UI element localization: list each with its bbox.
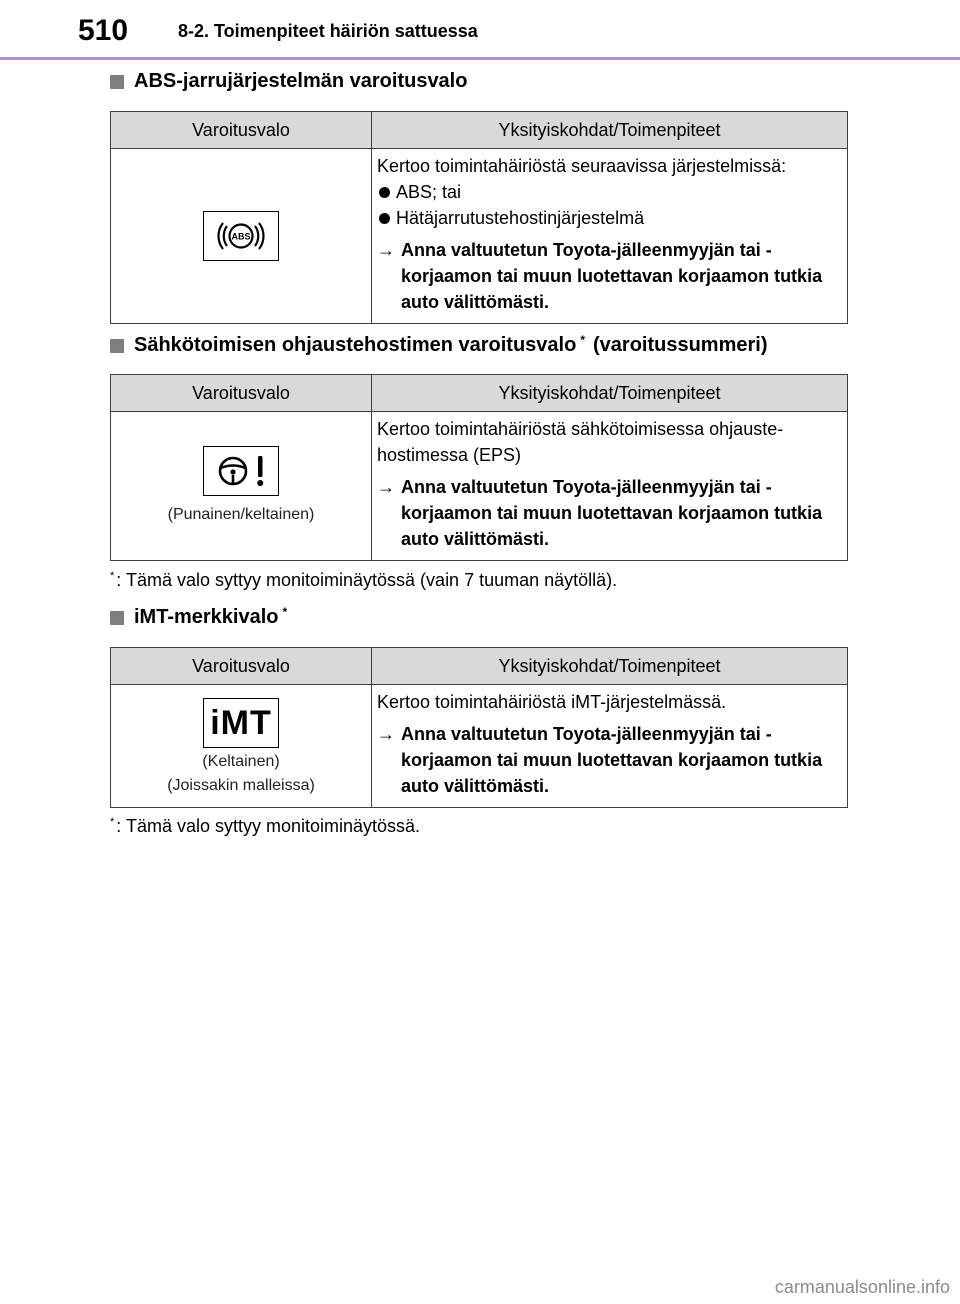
- details-cell: [372, 149, 848, 324]
- abs-table: [110, 111, 848, 324]
- detail-intro: Kertoo toimintahäiriöstä iMT-järjestelmässä.: [377, 692, 727, 712]
- square-bullet-icon: [110, 75, 124, 89]
- arrow-right-icon: →: [377, 240, 395, 260]
- imt-table: [110, 647, 848, 808]
- section-heading-suffix: (varoitussummeri): [593, 334, 768, 356]
- footnote-eps: [110, 570, 617, 591]
- column-header-details: Yksityiskohdat/Toimenpiteet: [372, 375, 848, 412]
- header-rule: [0, 57, 960, 60]
- list-item-text: ABS; tai: [396, 182, 462, 202]
- detail-intro: Kertoo toimintahäiriöstä seuraavissa järjestelmissä:: [377, 156, 787, 176]
- footnote-marker: *: [110, 570, 115, 582]
- lamp-cell: [111, 149, 372, 324]
- page-header: [0, 0, 960, 60]
- chapter-title: 8-2. Toimenpiteet häiriön sattuessa: [178, 21, 478, 41]
- list-item: [377, 205, 841, 231]
- section-heading-text: Sähkötoimisen ohjaustehostimen varoitusvalo: [134, 334, 577, 356]
- table-header-row: [111, 648, 848, 685]
- section-heading-imt: [110, 606, 287, 629]
- section-heading-text: iMT-merkkivalo: [134, 606, 279, 628]
- eps-warning-icon: [203, 446, 279, 496]
- action-text: Anna valtuutetun Toyota-jälleenmyyjän tai -korjaamon tai muun luotettavan korjaamon tutkia auto välittömästi.: [401, 724, 823, 796]
- footnote-marker: *: [110, 816, 115, 828]
- column-header-details: Yksityiskohdat/Toimenpiteet: [372, 648, 848, 685]
- column-header-details: Yksityiskohdat/Toimenpiteet: [372, 112, 848, 149]
- lamp-cell: [111, 412, 372, 561]
- eps-table: [110, 374, 848, 561]
- arrow-right-icon: →: [377, 477, 395, 497]
- table-row: [111, 149, 848, 324]
- footnote-text: : Tämä valo syttyy monitoiminäytössä.: [116, 816, 421, 836]
- action-instruction: [377, 474, 841, 552]
- watermark[interactable]: carmanualsonline.info: [774, 1277, 950, 1297]
- footnote-text: : Tämä valo syttyy monitoiminäytössä (vain 7 tuuman näytöllä).: [116, 570, 618, 590]
- list-item: [377, 179, 841, 205]
- footnote-marker: *: [282, 604, 288, 619]
- details-cell: [372, 412, 848, 561]
- details-cell: [372, 685, 848, 808]
- list-item-text: Hätäjarrutustehostinjärjestelmä: [396, 208, 645, 228]
- arrow-right-icon: →: [377, 724, 395, 744]
- lamp-model-caption: (Joissakin malleissa): [167, 777, 315, 794]
- table-row: [111, 412, 848, 561]
- table-header-row: [111, 375, 848, 412]
- table-row: [111, 685, 848, 808]
- action-instruction: [377, 721, 841, 799]
- footnote-marker: *: [580, 332, 585, 347]
- column-header-lamp: Varoitusvalo: [111, 648, 372, 685]
- bullet-dot-icon: [379, 213, 390, 224]
- abs-warning-icon: [203, 211, 279, 261]
- bullet-dot-icon: [379, 187, 390, 198]
- svg-text:ABS: ABS: [231, 231, 251, 242]
- section-heading-abs: [110, 70, 467, 93]
- square-bullet-icon: [110, 339, 124, 353]
- section-heading-text: ABS-jarrujärjestelmän varoitusvalo: [134, 70, 468, 92]
- action-instruction: [377, 237, 841, 315]
- lamp-color-caption: (Keltainen): [202, 753, 280, 770]
- imt-label: iMT: [210, 703, 272, 742]
- table-header-row: [111, 112, 848, 149]
- imt-indicator-icon: [203, 698, 279, 748]
- action-text: Anna valtuutetun Toyota-jälleenmyyjän tai -korjaamon tai muun luotettavan korjaamon tutkia auto välittömästi.: [401, 477, 823, 549]
- section-heading-eps: [110, 334, 768, 357]
- column-header-lamp: Varoitusvalo: [111, 112, 372, 149]
- detail-intro: Kertoo toimintahäiriöstä sähkötoimisessa ohjauste-hostimessa (EPS): [377, 419, 784, 465]
- column-header-lamp: Varoitusvalo: [111, 375, 372, 412]
- lamp-cell: [111, 685, 372, 808]
- footnote-imt: [110, 816, 420, 837]
- square-bullet-icon: [110, 611, 124, 625]
- lamp-color-caption: (Punainen/keltainen): [167, 505, 315, 523]
- page-number: 510: [78, 14, 129, 47]
- action-text: Anna valtuutetun Toyota-jälleenmyyjän tai -korjaamon tai muun luotettavan korjaamon tutkia auto välittömästi.: [401, 240, 823, 312]
